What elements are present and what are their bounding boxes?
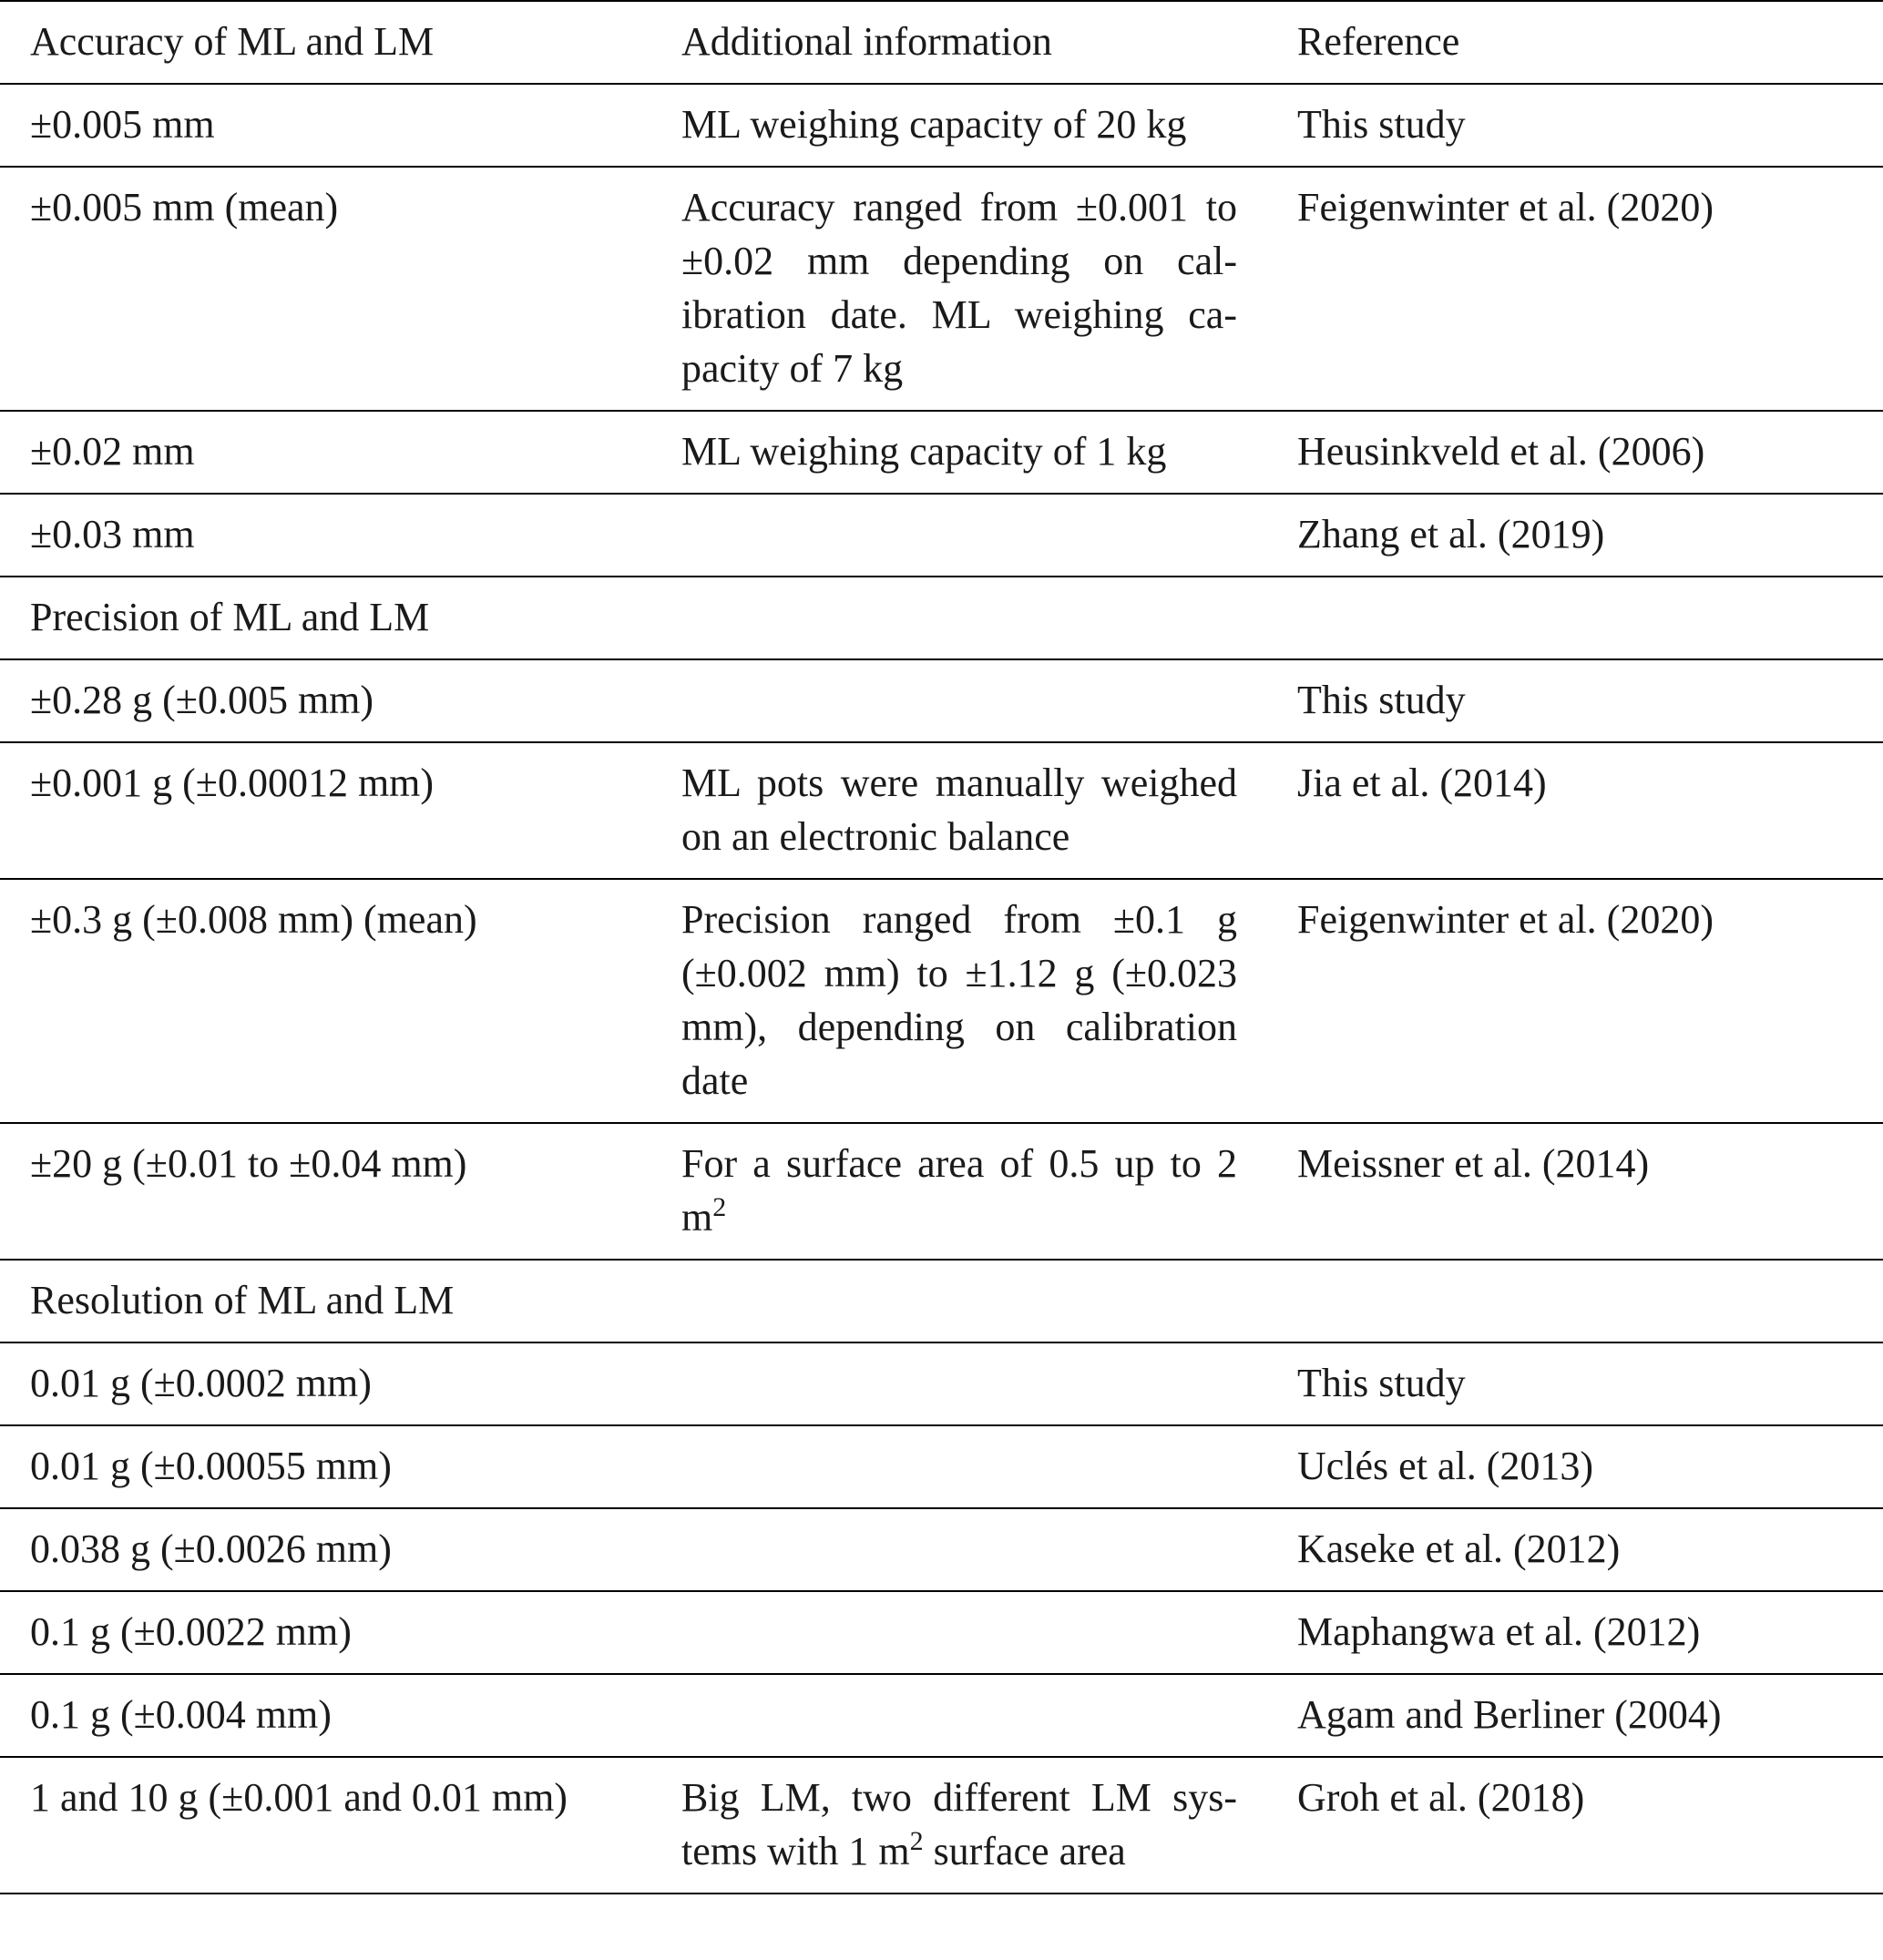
superscript: 2 bbox=[909, 1826, 924, 1856]
cell-info-text: For a surface area of 0.5 up to 2 m bbox=[681, 1141, 1237, 1240]
table-row bbox=[0, 1425, 1883, 1508]
cell-info bbox=[652, 1123, 1267, 1260]
cell-value: ±0.02 mm bbox=[30, 429, 195, 474]
header-reference: Reference bbox=[1297, 19, 1460, 64]
cell-info bbox=[652, 1757, 1267, 1894]
cell-value: 0.038 g (±0.0026 mm) bbox=[30, 1526, 392, 1571]
cell-reference: Feigenwinter et al. (2020) bbox=[1297, 897, 1714, 942]
cell-value: ±0.001 g (±0.00012 mm) bbox=[30, 761, 435, 805]
cell-info: ML weighing capacity of 1 kg bbox=[681, 429, 1167, 474]
cell-reference: Feigenwinter et al. (2020) bbox=[1297, 185, 1714, 230]
section-heading-resolution: Resolution of ML and LM bbox=[30, 1278, 455, 1322]
header-additional-information: Additional information bbox=[681, 19, 1052, 64]
cell-info: ML pots were manually weighed on an electronic balance bbox=[681, 761, 1237, 859]
cell-value: ±0.3 g (±0.008 mm) (mean) bbox=[30, 897, 477, 942]
cell-reference: Kaseke et al. (2012) bbox=[1297, 1526, 1621, 1571]
cell-reference: Jia et al. (2014) bbox=[1297, 761, 1547, 805]
cell-info: ML weighing capacity of 20 kg bbox=[681, 102, 1187, 147]
table-row bbox=[0, 494, 1883, 577]
table-row bbox=[0, 167, 1883, 411]
cell-info bbox=[652, 1591, 1267, 1674]
table-row bbox=[0, 879, 1883, 1123]
table-row bbox=[0, 659, 1883, 742]
cell-value: ±0.03 mm bbox=[30, 512, 195, 556]
table-row bbox=[0, 1591, 1883, 1674]
table-row bbox=[0, 1342, 1883, 1425]
section-heading-precision: Precision of ML and LM bbox=[30, 595, 430, 639]
cell-info bbox=[652, 1674, 1267, 1757]
cell-info-tail: surface area bbox=[923, 1829, 1126, 1873]
cell-info bbox=[652, 494, 1267, 577]
cell-value: ±20 g (±0.01 to ±0.04 mm) bbox=[30, 1141, 467, 1186]
header-accuracy: Accuracy of ML and LM bbox=[30, 19, 435, 64]
cell-value: ±0.005 mm bbox=[30, 102, 215, 147]
cell-reference: This study bbox=[1297, 1361, 1466, 1405]
cell-value: 0.01 g (±0.00055 mm) bbox=[30, 1444, 392, 1488]
table-row bbox=[0, 1674, 1883, 1757]
cell-reference: Maphangwa et al. (2012) bbox=[1297, 1609, 1701, 1654]
table-row bbox=[0, 411, 1883, 494]
cell-info bbox=[652, 1508, 1267, 1591]
cell-reference: This study bbox=[1297, 102, 1466, 147]
table-row bbox=[0, 1123, 1883, 1260]
cell-info bbox=[652, 1342, 1267, 1425]
superscript: 2 bbox=[712, 1192, 727, 1222]
cell-value: 0.1 g (±0.004 mm) bbox=[30, 1692, 332, 1737]
cell-reference: Groh et al. (2018) bbox=[1297, 1775, 1585, 1820]
table-row bbox=[0, 1508, 1883, 1591]
cell-reference: Heusinkveld et al. (2006) bbox=[1297, 429, 1705, 474]
cell-info: Accuracy ranged from ±0.001 to ±0.02 mm depending on calibration date. ML weighing capacity of 7 kg bbox=[681, 185, 1237, 391]
cell-value: ±0.005 mm (mean) bbox=[30, 185, 339, 230]
section-heading-row bbox=[0, 577, 1883, 659]
cell-value: 0.01 g (±0.0002 mm) bbox=[30, 1361, 372, 1405]
cell-value: ±0.28 g (±0.005 mm) bbox=[30, 678, 374, 722]
table-row bbox=[0, 1757, 1883, 1894]
cell-reference: Meissner et al. (2014) bbox=[1297, 1141, 1650, 1186]
table-header-row bbox=[0, 1, 1883, 84]
table-row bbox=[0, 742, 1883, 879]
cell-reference: Agam and Berliner (2004) bbox=[1297, 1692, 1722, 1737]
cell-reference: Uclés et al. (2013) bbox=[1297, 1444, 1593, 1488]
cell-reference: Zhang et al. (2019) bbox=[1297, 512, 1605, 556]
cell-value: 0.1 g (±0.0022 mm) bbox=[30, 1609, 352, 1654]
cell-value: 1 and 10 g (±0.001 and 0.01 mm) bbox=[30, 1775, 568, 1820]
cell-info bbox=[652, 1425, 1267, 1508]
cell-reference: This study bbox=[1297, 678, 1466, 722]
cell-info-text: Big LM, two different LM systems with 1 m bbox=[681, 1775, 1237, 1873]
section-heading-row bbox=[0, 1260, 1883, 1342]
cell-info bbox=[652, 659, 1267, 742]
cell-info: Precision ranged from ±0.1 g (±0.002 mm) to ±1.12 g (±0.023 mm), depending on calibration date bbox=[681, 897, 1237, 1103]
table-row bbox=[0, 84, 1883, 167]
